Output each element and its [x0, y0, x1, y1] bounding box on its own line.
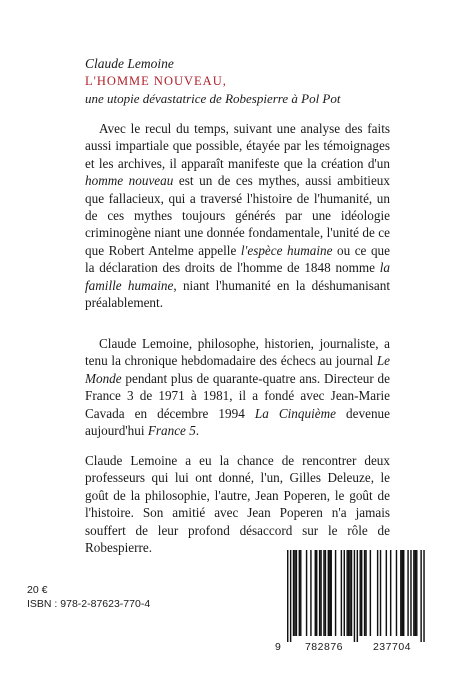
barcode-bar [315, 550, 316, 636]
italic-term: la famille humaine [85, 260, 390, 293]
barcode-bar [299, 550, 300, 636]
barcode-bar [413, 550, 414, 636]
barcode-bar [400, 550, 401, 636]
text-run: Avec le recul du temps, suivant une analyse des faits aussi impartiale que possible, étayée par les témoignages et les archives, il apparaît manifeste que la création d'un [85, 121, 390, 171]
italic-term: Le Monde [85, 353, 390, 386]
paragraph-biography [85, 335, 390, 439]
barcode-first-digit: 9 [275, 641, 282, 653]
barcode-bar [370, 550, 371, 636]
barcode-bar [331, 550, 332, 636]
barcode-bar [364, 550, 365, 636]
text-run: Claude Lemoine a eu la chance de rencontrer deux professeurs qui lui ont donné, l'un, Gilles Deleuze, le goût de la philosophie, l'autre, Jean Poperen, le goût de l'histoire. Son amitié avec Jean Poperen n'a jamais souffert de leur profond désaccord sur le rôle de Robespierre. [85, 453, 390, 556]
barcode-bar [357, 550, 358, 642]
barcode-bar [416, 550, 417, 636]
barcode-bar [346, 550, 347, 636]
barcode-bar [415, 550, 416, 636]
barcode-bar [344, 550, 345, 636]
italic-term: homme nouveau [85, 173, 174, 189]
italic-term: l'espèce humaine [240, 242, 333, 258]
barcode-bar [380, 550, 381, 636]
barcode-bar [349, 550, 350, 636]
barcode-bar [410, 550, 411, 636]
barcode-bar [310, 550, 311, 636]
barcode-bar [361, 550, 362, 636]
barcode-bar [293, 550, 294, 636]
barcode-bar [423, 550, 424, 642]
barcode-bar [396, 550, 397, 636]
barcode [275, 548, 430, 658]
italic-term: La Cinquième [254, 405, 336, 421]
barcode-bar [328, 550, 329, 636]
barcode-bar [390, 550, 391, 636]
barcode-bar [377, 550, 378, 636]
barcode-bar [354, 550, 355, 642]
barcode-right-group: 237704 [372, 641, 412, 653]
barcode-bars [275, 548, 430, 643]
barcode-bar [386, 550, 387, 636]
text-run: devenue aujourd'hui [85, 405, 390, 439]
text-run: , niant l'humanité en la déshumanisant préalablement. [85, 277, 391, 311]
barcode-bar [296, 550, 297, 636]
text-run: ou ce que la déclaration des droits de l'homme de 1848 nomme [85, 242, 390, 276]
barcode-bar [319, 550, 320, 636]
barcode-bar [323, 550, 324, 636]
barcode-bar [290, 550, 291, 642]
barcode-bar [287, 550, 288, 642]
text-run: est un de ces mythes, aussi ambitieux que fallacieux, qui a traversé l'histoire de l'humanité, un de ces mythes toujours générés par une idéologie criminogène niant une donnée fondamentale, l'unité de ce que Robert Antelme appelle [85, 173, 390, 258]
barcode-bar [306, 550, 307, 636]
barcode-bar [294, 550, 295, 636]
barcode-bar [402, 550, 403, 636]
text-run: pendant plus de quarante-quatre ans. Directeur de France 3 de 1971 à 1981, il a fondé avec Jean-Marie Cavada en décembre 1994 [85, 370, 390, 421]
isbn-label: ISBN : 978-2-87623-770-4 [27, 598, 151, 610]
book-title: L'HOMME NOUVEAU, [85, 74, 227, 88]
barcode-bar [325, 550, 326, 636]
text-run: Claude Lemoine, philosophe, historien, journaliste, a tenu la chronique hebdomadaire des échecs au journal [85, 336, 390, 369]
barcode-bar [351, 550, 352, 636]
barcode-bar [320, 550, 321, 636]
barcode-digits [275, 641, 430, 653]
barcode-bar [341, 550, 342, 636]
barcode-left-group: 782876 [304, 641, 344, 653]
book-subtitle: une utopie dévastatrice de Robespierre à Pol Pot [85, 91, 341, 106]
italic-term: France 5 [147, 423, 196, 439]
barcode-bar [316, 550, 317, 636]
barcode-bar [420, 550, 421, 642]
barcode-bar [365, 550, 366, 636]
barcode-bar [329, 550, 330, 636]
paragraph-teachers [85, 452, 390, 556]
barcode-bar [360, 550, 361, 636]
author-name: Claude Lemoine [85, 56, 174, 71]
barcode-bar [335, 550, 336, 636]
text-run: . [195, 423, 200, 439]
barcode-bar [407, 550, 408, 636]
price-label: 20 € [27, 584, 48, 596]
barcode-bar [348, 550, 349, 636]
barcode-bar [300, 550, 301, 636]
paragraph-summary [85, 120, 390, 311]
barcode-bar [403, 550, 404, 636]
